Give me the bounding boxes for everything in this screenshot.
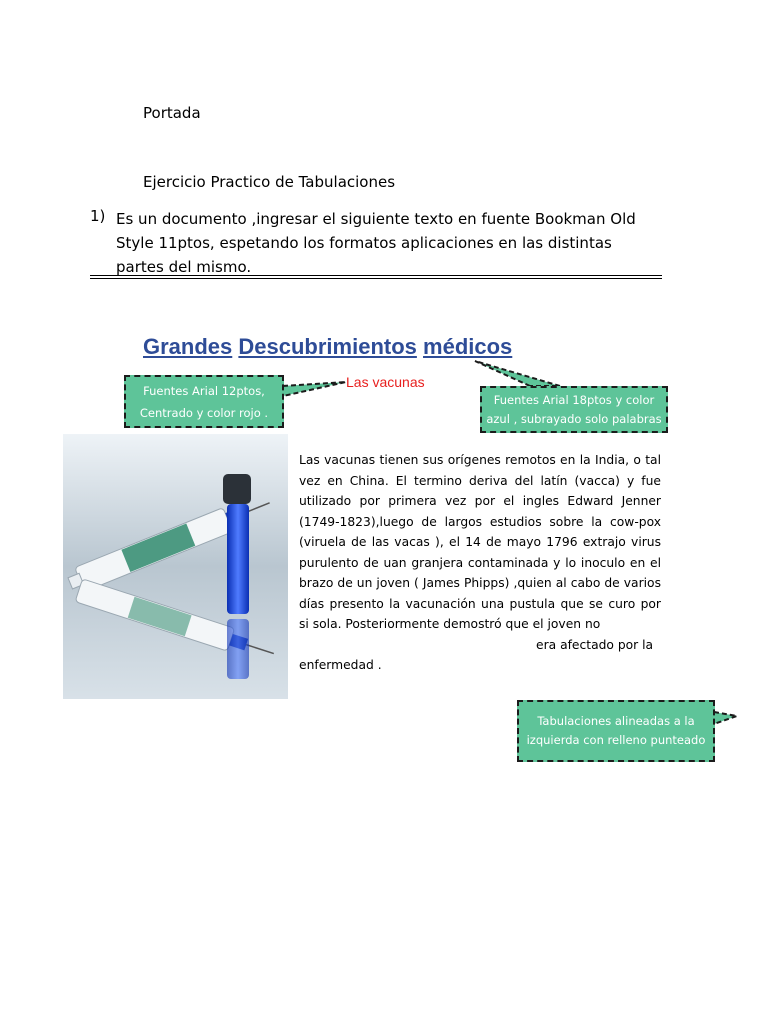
callout-arial-18: Fuentes Arial 18ptos y color azul , subrayado solo palabras [480,386,668,433]
body-last-line: enfermedad . [299,658,382,672]
callout-right-tail [475,361,560,386]
subtitle-las-vacunas: Las vacunas [346,374,425,390]
heading-word-grandes: Grandes [143,334,233,359]
portada-label: Portada [143,104,201,122]
syringe-vial-image [63,434,288,699]
tab-line-text: era afectado por la [536,638,654,652]
callout-left-line2: Centrado y color rojo . [139,405,269,420]
tab-line [299,635,661,656]
heading-word-descubrimientos: Descubrimientos [238,334,417,359]
callout-left-line1: Fuentes Arial 12ptos, [143,383,265,398]
callout-arial-12 [124,375,284,428]
list-number: 1) [90,207,106,225]
body-paragraph: Las vacunas tienen sus orígenes remotos en la India, o tal vez en China. El termino deriva del latín (vacca) y fue utilizado por primera vez por el ingles Edward Jenner (1749-1823),luego de largos estudios sobre la cow-pox (viruela de las vacas ), el 14 de mayo 1796 extrajo virus purulento de uan granjera contaminada y lo inoculo en el brazo de un joven ( James Phipps) ,quien al cabo de varios días presento la vacunación una pustula que se curo por si sola. Posteriormente demostró que el joven no [299,453,661,631]
callout-bottom-tail [714,712,737,724]
callout-left-tail [283,382,346,396]
exercise-title: Ejercicio Practico de Tabulaciones [143,173,396,191]
callout-tabulaciones: Tabulaciones alineadas a la izquierda con relleno punteado [517,700,715,762]
heading-word-medicos: médicos [423,334,513,359]
list-item-text: Es un documento ,ingresar el siguiente texto en fuente Bookman Old Style 11ptos, espetando los formatos aplicaciones en las distintas partes del mismo. [116,210,636,276]
